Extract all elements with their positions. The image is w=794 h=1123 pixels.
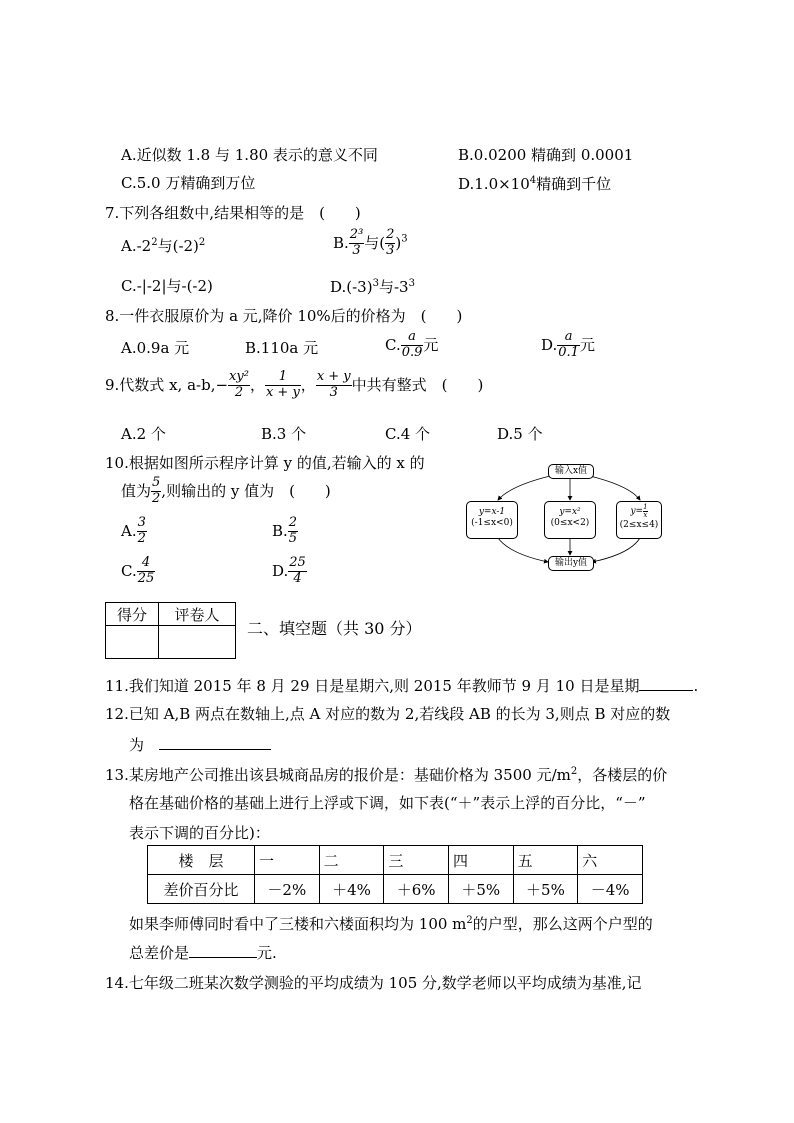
q12-line1: 12.已知 A,B 两点在数轴上,点 A 对应的数为 2,若线段 AB 的长为 3,则点 B 对应的数: [105, 705, 671, 723]
grader-header: 评卷人: [159, 603, 236, 626]
q14: 14.七年级二班某次数学测验的平均成绩为 105 分,数学老师以平均成绩为基准,记: [105, 974, 642, 992]
floor-price-table: [147, 845, 643, 904]
q13-line4: 如果李师傅同时看中了三楼和六楼面积均为 100 $m^2$的户型，那么这两个户型的: [129, 915, 653, 933]
table-cell: 六: [578, 846, 643, 875]
flow-branch-2: y=x² (0≤x<2): [544, 501, 596, 539]
table-cell: 一: [255, 846, 320, 875]
q10-line2: 值为 $\frac{5}{2}$ ,则输出的 y 值为 ( ): [121, 475, 331, 506]
table-row: [148, 875, 643, 904]
q7-option-d: $D.(-3)^3$与$-3^3$: [330, 278, 415, 296]
flow-output-box: 输出y值: [548, 556, 594, 571]
table-cell: 二: [319, 846, 384, 875]
q9-option-c: C.4 个: [385, 425, 431, 443]
q6-option-d: $D.1.0\times 10^4$精确到千位: [458, 175, 612, 193]
flow-branch-1: y=x-1 (-1≤x<0): [466, 501, 518, 539]
q8-stem: 8.一件衣服原价为 a 元,降价 10%后的价格为 ( ): [105, 307, 463, 325]
q13-line5: 总差价是 元.: [129, 944, 277, 962]
table-cell: ＋6%: [384, 875, 449, 904]
q7-stem: 7.下列各组数中,结果相等的是 ( ): [105, 204, 361, 222]
q10-option-c: C. $\frac{4}{25}$: [121, 556, 155, 586]
q10-option-d: D. $\frac{25}{4}$: [272, 556, 306, 586]
section-title: 二、填空题（共 30 分）: [247, 619, 422, 638]
q7-option-a: $A.-2^2$与$(-2)^2$: [121, 237, 206, 255]
table-cell: 三: [384, 846, 449, 875]
table-cell: ＋5%: [448, 875, 513, 904]
table-row: [148, 846, 643, 875]
score-box: [105, 602, 236, 659]
q13-line2: 格在基础价格的基础上进行上浮或下调，如下表(“＋”表示上浮的百分比，“－”: [129, 794, 646, 812]
q9-option-d: D.5 个: [497, 425, 543, 443]
q6-option-c: C.5.0 万精确到万位: [121, 174, 256, 192]
table-cell: 五: [513, 846, 578, 875]
grader-cell: [159, 626, 236, 659]
flowchart: [460, 460, 660, 572]
q9-option-a: A.2 个: [121, 425, 166, 443]
flow-branch-3: y= $\frac{1}{x}$ (2≤x≤4): [616, 501, 662, 539]
q8-option-d: D. $\frac{a}{0.1}$ 元: [541, 329, 595, 360]
table-cell: ＋5%: [513, 875, 578, 904]
q10-line1: 10.根据如图所示程序计算 y 的值,若输入的 x 的: [105, 454, 425, 472]
table-cell: －4%: [578, 875, 643, 904]
q7-option-b: B. $\frac{\text{2³}}{3}$ 与( $\frac{2}{3}$ )$^3$: [333, 227, 408, 258]
table-cell: －2%: [255, 875, 320, 904]
flow-input-box: 输入x值: [548, 464, 594, 479]
score-cell: [106, 626, 159, 659]
q8-option-b: B.110a 元: [245, 339, 319, 357]
q11: 11.我们知道 2015 年 8 月 29 日是星期六,则 2015 年教师节 9 月 10 日是星期 .: [105, 677, 699, 695]
table-cell: 差价百分比: [148, 875, 255, 904]
q12-line2: 为: [129, 738, 271, 753]
q13-line1: 13.某房地产公司推出该县城商品房的报价是：基础价格为 3500 元$/m^2$，各楼层的价: [105, 766, 668, 784]
q6-option-b: B.0.0200 精确到 0.0001: [458, 146, 634, 164]
q7-option-c: C.-|-2|与-(-2): [121, 277, 213, 295]
table-cell: 楼 层: [148, 846, 255, 875]
table-cell: ＋4%: [319, 875, 384, 904]
q13-line3: 表示下调的百分比)：: [129, 824, 270, 842]
q10-option-b: B. $\frac{2}{5}$: [272, 515, 298, 546]
q9-option-b: B.3 个: [261, 425, 307, 443]
q8-option-c: C. $\frac{a}{0.9}$ 元: [385, 329, 439, 360]
q10-option-a: A. $\frac{3}{2}$: [121, 515, 146, 546]
q6-option-a: A.近似数 1.8 与 1.80 表示的意义不同: [121, 146, 378, 164]
score-header: 得分: [106, 603, 159, 626]
q8-option-a: A.0.9a 元: [121, 339, 190, 357]
q9-stem: 9.代数式 x, a-b,− $\frac{\text{xy²}}{2}$ ， $\frac{1}{x + y}$ ， $\frac{x + y}{3}$ 中共有整式 ( ): [105, 369, 484, 400]
table-cell: 四: [448, 846, 513, 875]
